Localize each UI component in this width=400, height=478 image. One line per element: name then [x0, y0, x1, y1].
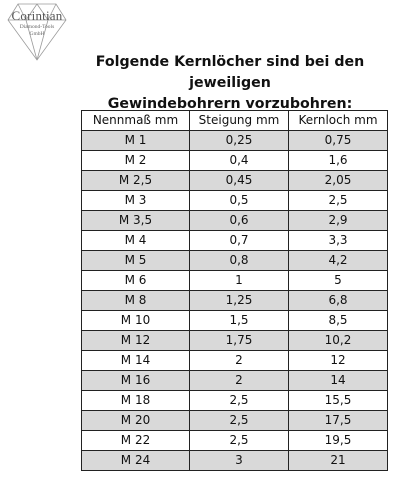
cell-core-hole: 21	[289, 451, 388, 471]
cell-nominal: M 16	[82, 371, 190, 391]
heading-line-1: Folgende Kernlöcher sind bei den jeweiligen	[95, 54, 365, 91]
logo-subtitle: Diamond-Tools	[19, 24, 55, 30]
table-row	[82, 231, 388, 251]
cell-nominal: M 14	[82, 351, 190, 371]
cell-nominal: M 2,5	[82, 171, 190, 191]
table-row	[82, 291, 388, 311]
table-row	[82, 431, 388, 451]
cell-pitch: 2,5	[190, 411, 289, 431]
cell-nominal: M 20	[82, 411, 190, 431]
cell-pitch: 1,75	[190, 331, 289, 351]
cell-pitch: 0,5	[190, 191, 289, 211]
column-header-nominal: Nennmaß mm	[82, 111, 190, 131]
table-row	[82, 191, 388, 211]
cell-pitch: 0,4	[190, 151, 289, 171]
table-row	[82, 331, 388, 351]
cell-nominal: M 6	[82, 271, 190, 291]
table-row	[82, 451, 388, 471]
cell-pitch: 0,8	[190, 251, 289, 271]
cell-core-hole: 1,6	[289, 151, 388, 171]
cell-nominal: M 12	[82, 331, 190, 351]
column-header-core-hole: Kernloch mm	[289, 111, 388, 131]
cell-nominal: M 2	[82, 151, 190, 171]
cell-nominal: M 3	[82, 191, 190, 211]
cell-core-hole: 4,2	[289, 251, 388, 271]
cell-core-hole: 2,5	[289, 191, 388, 211]
cell-pitch: 1	[190, 271, 289, 291]
cell-nominal: M 3,5	[82, 211, 190, 231]
page-heading	[60, 52, 400, 115]
cell-core-hole: 3,3	[289, 231, 388, 251]
cell-pitch: 1,5	[190, 311, 289, 331]
cell-core-hole: 10,2	[289, 331, 388, 351]
cell-core-hole: 19,5	[289, 431, 388, 451]
cell-core-hole: 12	[289, 351, 388, 371]
cell-pitch: 2,5	[190, 431, 289, 451]
table-row	[82, 131, 388, 151]
cell-pitch: 0,45	[190, 171, 289, 191]
core-hole-table	[81, 110, 388, 471]
cell-nominal: M 8	[82, 291, 190, 311]
cell-nominal: M 1	[82, 131, 190, 151]
cell-core-hole: 5	[289, 271, 388, 291]
logo-subtitle-2: GmbH	[29, 31, 45, 37]
cell-nominal: M 18	[82, 391, 190, 411]
cell-core-hole: 2,9	[289, 211, 388, 231]
cell-nominal: M 5	[82, 251, 190, 271]
cell-core-hole: 6,8	[289, 291, 388, 311]
cell-pitch: 1,25	[190, 291, 289, 311]
cell-core-hole: 17,5	[289, 411, 388, 431]
table-row	[82, 371, 388, 391]
cell-pitch: 3	[190, 451, 289, 471]
cell-pitch: 0,6	[190, 211, 289, 231]
table-row	[82, 351, 388, 371]
cell-nominal: M 10	[82, 311, 190, 331]
cell-core-hole: 2,05	[289, 171, 388, 191]
table-row	[82, 211, 388, 231]
table-row	[82, 171, 388, 191]
cell-nominal: M 4	[82, 231, 190, 251]
heading-line-2: Gewindebohrern vorzubohren:	[107, 96, 353, 112]
cell-pitch: 2	[190, 351, 289, 371]
cell-core-hole: 0,75	[289, 131, 388, 151]
cell-core-hole: 14	[289, 371, 388, 391]
table-row	[82, 251, 388, 271]
cell-pitch: 2,5	[190, 391, 289, 411]
cell-nominal: M 22	[82, 431, 190, 451]
cell-pitch: 0,7	[190, 231, 289, 251]
table-row	[82, 391, 388, 411]
table-row	[82, 311, 388, 331]
cell-pitch: 0,25	[190, 131, 289, 151]
cell-core-hole: 8,5	[289, 311, 388, 331]
cell-nominal: M 24	[82, 451, 190, 471]
cell-pitch: 2	[190, 371, 289, 391]
table-row	[82, 271, 388, 291]
logo-name: Corintian	[11, 8, 63, 23]
table-row	[82, 411, 388, 431]
table-row	[82, 151, 388, 171]
column-header-pitch: Steigung mm	[190, 111, 289, 131]
table-header-row	[82, 111, 388, 131]
cell-core-hole: 15,5	[289, 391, 388, 411]
